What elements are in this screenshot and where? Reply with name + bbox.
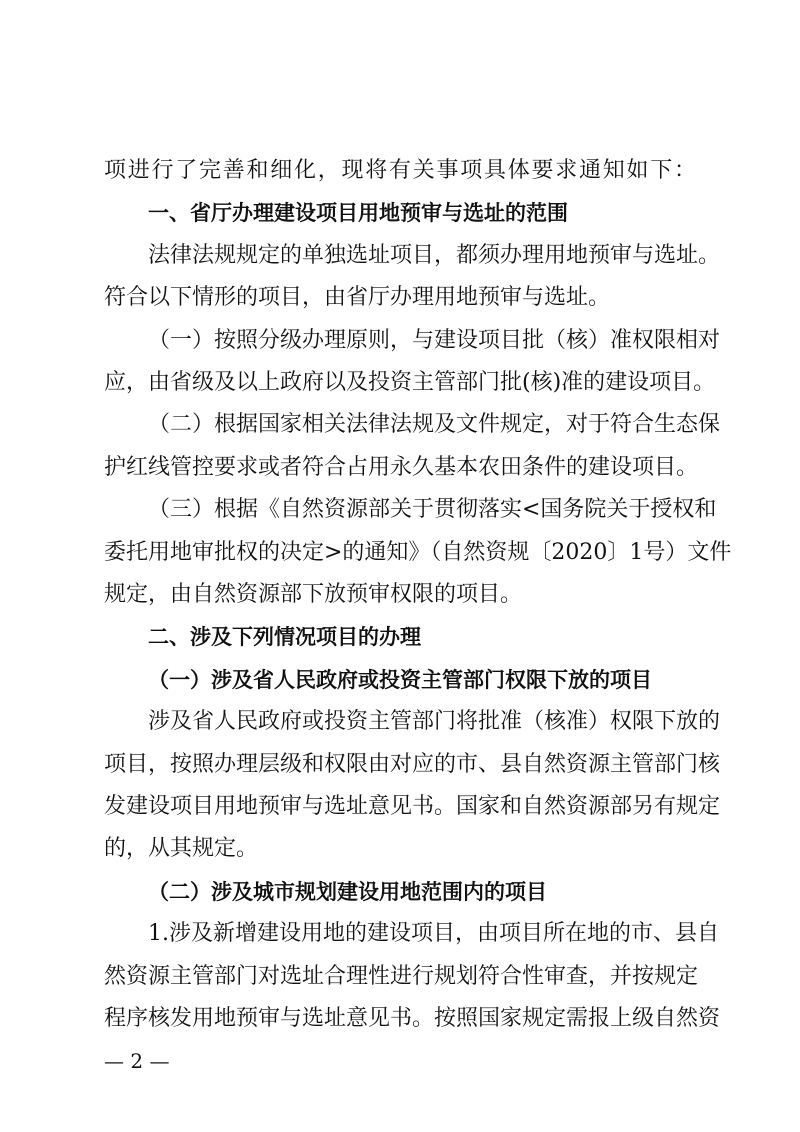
text-line: 程序核发用地预审与选址意见书。按照国家规定需报上级自然资 xyxy=(104,1006,721,1031)
text-line: 发建设项目用地预审与选址意见书。国家和自然资源部另有规定 xyxy=(104,794,721,819)
section-heading: 一、省厅办理建设项目用地预审与选址的范围 xyxy=(148,201,568,225)
text-line: 1.涉及新增建设用地的建设项目，由项目所在地的市、县自 xyxy=(148,921,719,946)
text-line: 然资源主管部门对选址合理性进行规划符合性审查，并按规定 xyxy=(104,964,699,989)
subsection-heading: （一）涉及省人民政府或投资主管部门权限下放的项目 xyxy=(148,668,652,692)
subsection-heading: （二）涉及城市规划建设用地范围内的项目 xyxy=(148,880,547,904)
text-line: 委托用地审批权的决定>的通知》（自然资规〔2020〕1号）文件 xyxy=(104,540,732,565)
text-line: 护红线管控要求或者符合占用永久基本农田条件的建设项目。 xyxy=(104,455,699,480)
text-line: 的，从其规定。 xyxy=(104,836,259,861)
text-line: 涉及省人民政府或投资主管部门将批准（核准）权限下放的 xyxy=(148,709,721,734)
section-heading: 二、涉及下列情况项目的办理 xyxy=(148,625,421,649)
text-line: 项进行了完善和细化，现将有关事项具体要求通知如下： xyxy=(104,158,696,183)
page-number: — 2 — xyxy=(104,1049,170,1073)
text-line: 法律法规规定的单独选址项目，都须办理用地预审与选址。 xyxy=(148,243,721,268)
text-line: （二）根据国家相关法律法规及文件规定，对于符合生态保 xyxy=(148,412,721,437)
text-line: 应，由省级及以上政府以及投资主管部门批(核)准的建设项目。 xyxy=(104,370,716,395)
text-line: （一）按照分级办理原则，与建设项目批（核）准权限相对 xyxy=(148,328,721,353)
text-line: 符合以下情形的项目，由省厅办理用地预审与选址。 xyxy=(104,285,611,310)
text-line: 项目，按照办理层级和权限由对应的市、县自然资源主管部门核 xyxy=(104,752,721,777)
text-line: （三）根据《自然资源部关于贯彻落实<国务院关于授权和 xyxy=(148,497,717,522)
text-line: 规定，由自然资源部下放预审权限的项目。 xyxy=(104,582,523,607)
